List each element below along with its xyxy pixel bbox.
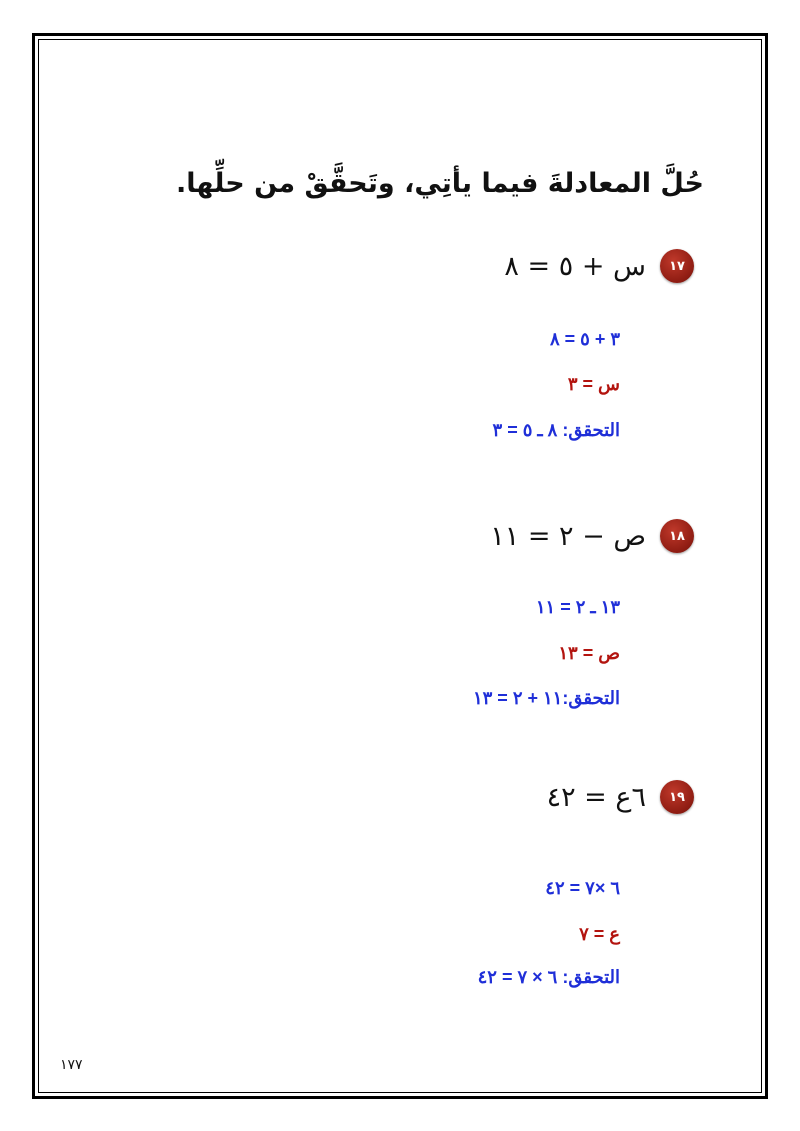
problem-equation: ص − ٢ = ١١	[490, 520, 646, 552]
solution-answer: ص = ١٣	[558, 643, 620, 663]
problem-number-badge: ١٩	[660, 780, 694, 814]
solution-answer: ع = ٧	[579, 924, 620, 944]
solution-step: ٣ + ٥ = ٨	[549, 329, 620, 349]
solution-step: ١٣ ـ ٢ = ١١	[535, 597, 620, 617]
problem-equation: س + ٥ = ٨	[504, 250, 646, 282]
solution-step: ٦ ×٧ = ٤٢	[545, 878, 620, 898]
page-number: ١٧٧	[60, 1058, 83, 1073]
solution-check: التحقق:١١ + ٢ = ١٣	[472, 688, 620, 708]
problem-number-badge: ١٧	[660, 249, 694, 283]
problem-17	[504, 246, 694, 286]
problem-number-badge: ١٨	[660, 519, 694, 553]
solution-check: التحقق: ٨ ـ ٥ = ٣	[492, 420, 620, 440]
problem-equation: ٦ع = ٤٢	[546, 781, 646, 813]
solution-answer: س = ٣	[567, 374, 620, 394]
solution-check: التحقق: ٦ × ٧ = ٤٢	[477, 967, 620, 987]
problem-19	[547, 777, 694, 817]
problem-18	[490, 516, 694, 556]
exercise-instruction: حُلَّ المعادلةَ فيما يأتِي، وتَحقَّقْ من حلِّها.	[176, 168, 704, 199]
